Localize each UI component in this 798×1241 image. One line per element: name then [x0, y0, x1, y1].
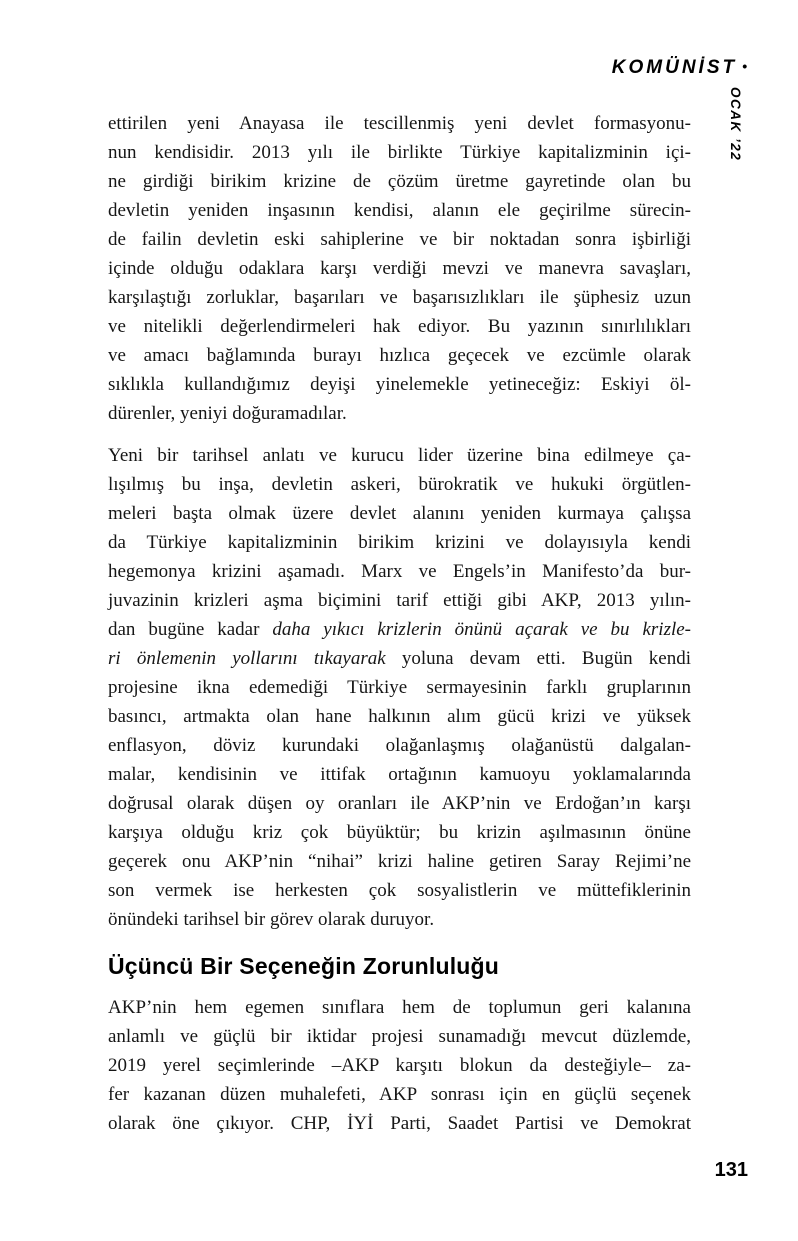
- text-line: ve nitelikli değerlendirmeleri hak ediyor. Bu yazının sınırlılıkları: [108, 316, 691, 337]
- text-line: de failin devletin eski sahiplerine ve bir noktadan sonra işbirliği: [108, 229, 691, 250]
- header-bullet-icon: •: [742, 58, 747, 74]
- paragraph: [108, 109, 691, 428]
- text-line: basıncı, artmakta olan hane halkının alım gücü krizi ve yüksek: [108, 706, 691, 727]
- text-line: içinde olduğu odaklara karşı verdiği mevzi ve manevra savaşları,: [108, 258, 691, 279]
- text-line: dan bugüne kadar daha yıkıcı krizlerin önünü açarak ve bu krizle-: [108, 619, 692, 640]
- text-line: olarak öne çıkıyor. CHP, İYİ Parti, Saadet Partisi ve Demokrat: [108, 1113, 691, 1134]
- text-line: karşılaştığı zorluklar, başarıları ve başarısızlıkları ile şüphesiz uzun: [108, 287, 691, 308]
- text-line: enflasyon, döviz kurundaki olağanlaşmış olağanüstü dalgalan-: [108, 735, 691, 756]
- section-heading: Üçüncü Bir Seçeneğin Zorunluluğu: [108, 953, 500, 979]
- text-line: ettirilen yeni Anayasa ile tescillenmiş yeni devlet formasyonu-: [108, 113, 691, 134]
- text-line: ri önlemenin yollarını tıkayarak yoluna devam etti. Bugün kendi: [108, 648, 691, 669]
- text-line: nun kendisidir. 2013 yılı ile birlikte Türkiye kapitalizminin içi-: [108, 142, 691, 163]
- emphasized-text: daha yıkıcı krizlerin önünü açarak ve bu krizle-: [272, 619, 692, 640]
- text-line: hegemonya krizini aşamadı. Marx ve Engels’in Manifesto’da bur-: [108, 561, 691, 582]
- text-line: Yeni bir tarihsel anlatı ve kurucu lider üzerine bina edilmeye ça-: [108, 445, 691, 466]
- text-block: [108, 109, 691, 1151]
- text-line: ve amacı bağlamında burayı hızlıca geçecek ve ezcümle olarak: [108, 345, 691, 366]
- text-line: fer kazanan düzen muhalefeti, AKP sonrası için en güçlü seçenek: [108, 1084, 691, 1105]
- paragraph: [108, 441, 691, 934]
- text-line: karşıya olduğu kriz çok büyüktür; bu krizin aşılmasının önüne: [108, 822, 691, 843]
- text-line: doğrusal olarak düşen oy oranları ile AKP’nin ve Erdoğan’ın karşı: [108, 793, 691, 814]
- text-line: anlamlı ve güçlü bir iktidar projesi sunamadığı mevcut düzlemde,: [108, 1026, 691, 1047]
- text-line: 2019 yerel seçimlerinde –AKP karşıtı blokun da desteğiyle– za-: [108, 1055, 691, 1076]
- issue-date-vertical: OCAK ’22: [728, 87, 743, 162]
- text-line: dürenler, yeniyi doğuramadılar.: [108, 403, 347, 424]
- text-line: AKP’nin hem egemen sınıflara hem de toplumun geri kalanına: [108, 997, 691, 1018]
- journal-header: [612, 57, 747, 79]
- paragraph: [108, 993, 691, 1138]
- journal-title: KOMÜNİST: [611, 57, 738, 78]
- text-line: da Türkiye kapitalizminin birikim krizini ve dolayısıyla kendi: [108, 532, 691, 553]
- page-number: 131: [714, 1159, 748, 1181]
- text-line: son vermek ise herkesten çok sosyalistlerin ve müttefiklerinin: [108, 880, 691, 901]
- text-line: lışılmış bu inşa, devletin askeri, bürokratik ve hukuki örgütlen-: [108, 474, 691, 495]
- text-line: meleri başta olmak üzere devlet alanını yeniden kurmaya çalışsa: [108, 503, 691, 524]
- text-line: devletin yeniden inşasının kendisi, alanın ele geçirilme sürecin-: [108, 200, 691, 221]
- text-line: sıklıkla kullandığımız deyişi yinelemekle yetineceğiz: Eskiyi öl-: [108, 374, 691, 395]
- text-line: juvazinin krizleri aşma biçimini tarif ettiği gibi AKP, 2013 yılın-: [108, 590, 691, 611]
- emphasized-text: ri önlemenin yollarını tıkayarak: [108, 648, 386, 669]
- text-line: geçerek onu AKP’nin “nihai” krizi haline getiren Saray Rejimi’ne: [108, 851, 691, 872]
- text-line: ne girdiği birikim krizine de çözüm üretme gayretinde olan bu: [108, 171, 691, 192]
- text-line: önündeki tarihsel bir görev olarak duruyor.: [108, 909, 435, 930]
- text-line: projesine ikna edemediği Türkiye sermayesinin farklı gruplarının: [108, 677, 691, 698]
- text-line: malar, kendisinin ve ittifak ortağının kamuoyu yoklamalarında: [108, 764, 691, 785]
